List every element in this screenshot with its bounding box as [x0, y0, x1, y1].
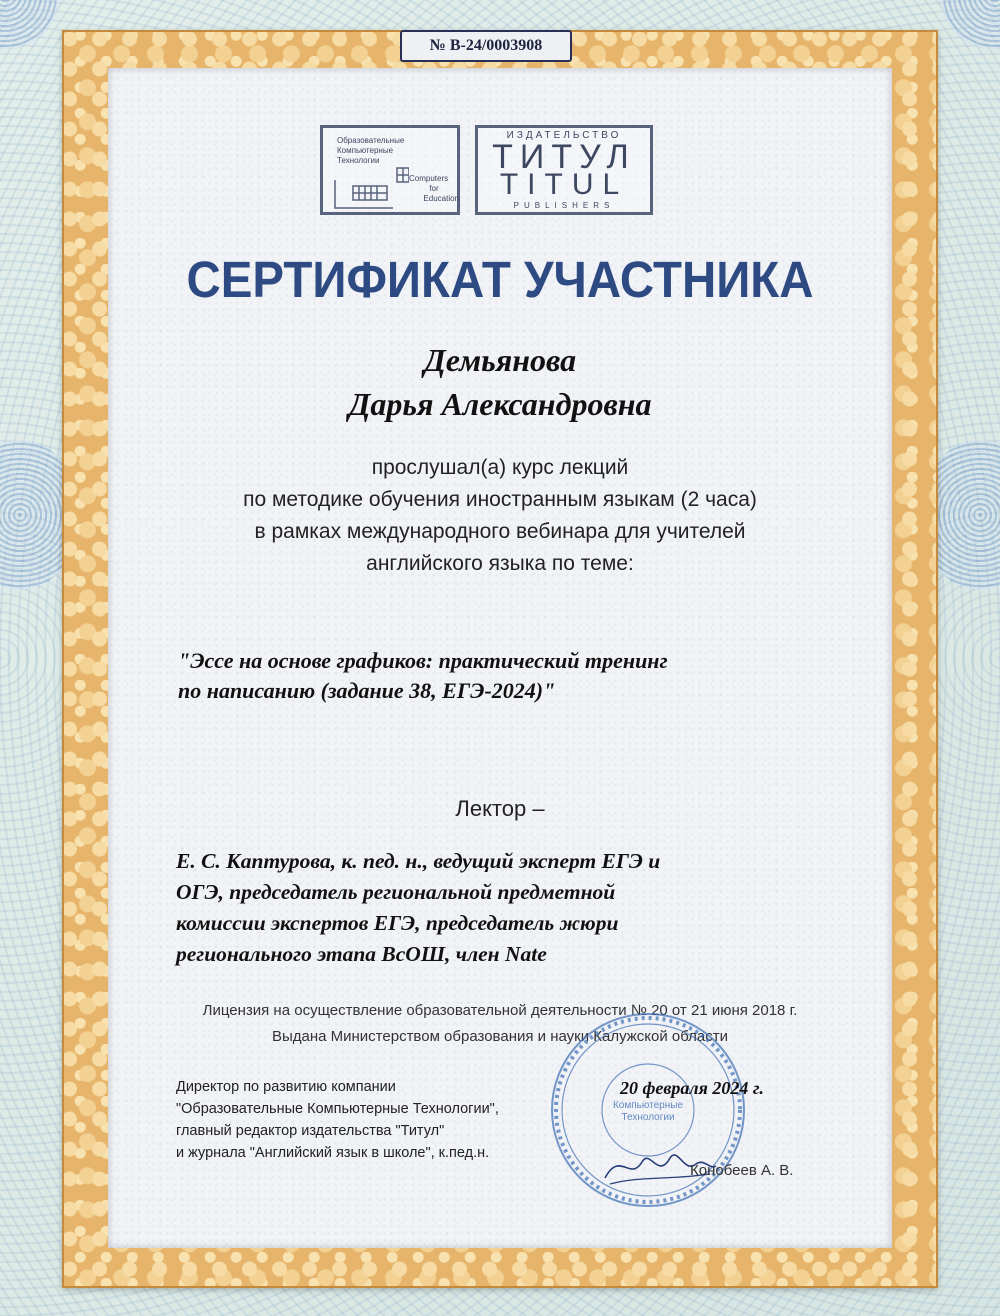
seal-center-line-1: Компьютерные: [612, 1100, 684, 1111]
oct-logo-line-1: Образовательные: [337, 136, 405, 145]
course-line-3: в рамках международного вебинара для учителей: [254, 520, 746, 543]
lector-line-1: Е. С. Каптурова, к. пед. н., ведущий эксперт ЕГЭ и: [176, 849, 661, 873]
course-line-4: английского языка по теме:: [366, 552, 634, 575]
lector-details: [176, 846, 826, 970]
oct-logo-en-line-3: Education: [423, 194, 459, 203]
issue-date: 20 февраля 2024 г.: [620, 1078, 764, 1098]
course-description: [0, 452, 1000, 580]
titul-logo-word-ru: ТИТУЛ: [492, 138, 636, 176]
webinar-topic: [178, 646, 838, 706]
signer-name: Конобеев А. В.: [690, 1162, 794, 1179]
lector-line-2: ОГЭ, председатель региональной предметной: [176, 880, 616, 904]
oct-logo-en-line-1: Computers: [409, 174, 449, 183]
director-info: [176, 1076, 596, 1164]
titul-logo-top: ИЗДАТЕЛЬСТВО: [506, 130, 622, 141]
oct-logo: [320, 125, 460, 215]
titul-logo: [475, 125, 653, 215]
titul-logo-word-en: TITUL: [499, 168, 629, 201]
titul-logo-bottom: PUBLISHERS: [513, 201, 615, 210]
license-info: [0, 998, 1000, 1050]
oct-logo-english: [409, 174, 459, 204]
license-line-2: Выдана Министерством образования и науки Калужской области: [271, 1028, 729, 1045]
director-line-4: и журнала "Английский язык в школе", к.пед.н.: [176, 1145, 490, 1161]
top-right-rosette-ornament: [940, 0, 1000, 50]
certificate-number: № В-24/0003908: [400, 30, 572, 62]
topic-line-2: по написанию (задание 38, ЕГЭ-2024)": [178, 678, 556, 703]
oct-logo-en-line-2: for: [429, 184, 439, 193]
topic-line-1: "Эссе на основе графиков: практический тренинг: [178, 648, 668, 673]
course-line-2: по методике обучения иностранным языкам (2 часа): [243, 488, 757, 511]
lector-line-4: регионального этапа ВсОШ, член Nate: [176, 942, 547, 966]
director-line-1: Директор по развитию компании: [176, 1079, 396, 1095]
top-left-rosette-ornament: [0, 0, 60, 50]
course-line-1: прослушал(а) курс лекций: [371, 456, 629, 479]
license-line-1: Лицензия на осуществление образовательной деятельности № 20 от 21 июня 2018 г.: [202, 1002, 798, 1019]
participant-surname: Демьянова: [423, 342, 577, 378]
lector-heading: Лектор –: [455, 796, 545, 821]
director-line-2: "Образовательные Компьютерные Технологии",: [176, 1101, 499, 1117]
oct-logo-line-2: Компьютерные: [337, 146, 394, 155]
director-line-3: главный редактор издательства "Титул": [176, 1123, 445, 1139]
participant-given-names: Дарья Александровна: [348, 386, 652, 422]
lector-line-3: комиссии экспертов ЕГЭ, председатель жюри: [176, 911, 619, 935]
oct-logo-russian: [337, 136, 405, 166]
certificate-title: СЕРТИФИКАТ УЧАСТНИКА: [186, 251, 814, 308]
seal-center-line-2: Технологии: [621, 1112, 675, 1123]
oct-logo-line-3: Технологии: [337, 156, 380, 165]
